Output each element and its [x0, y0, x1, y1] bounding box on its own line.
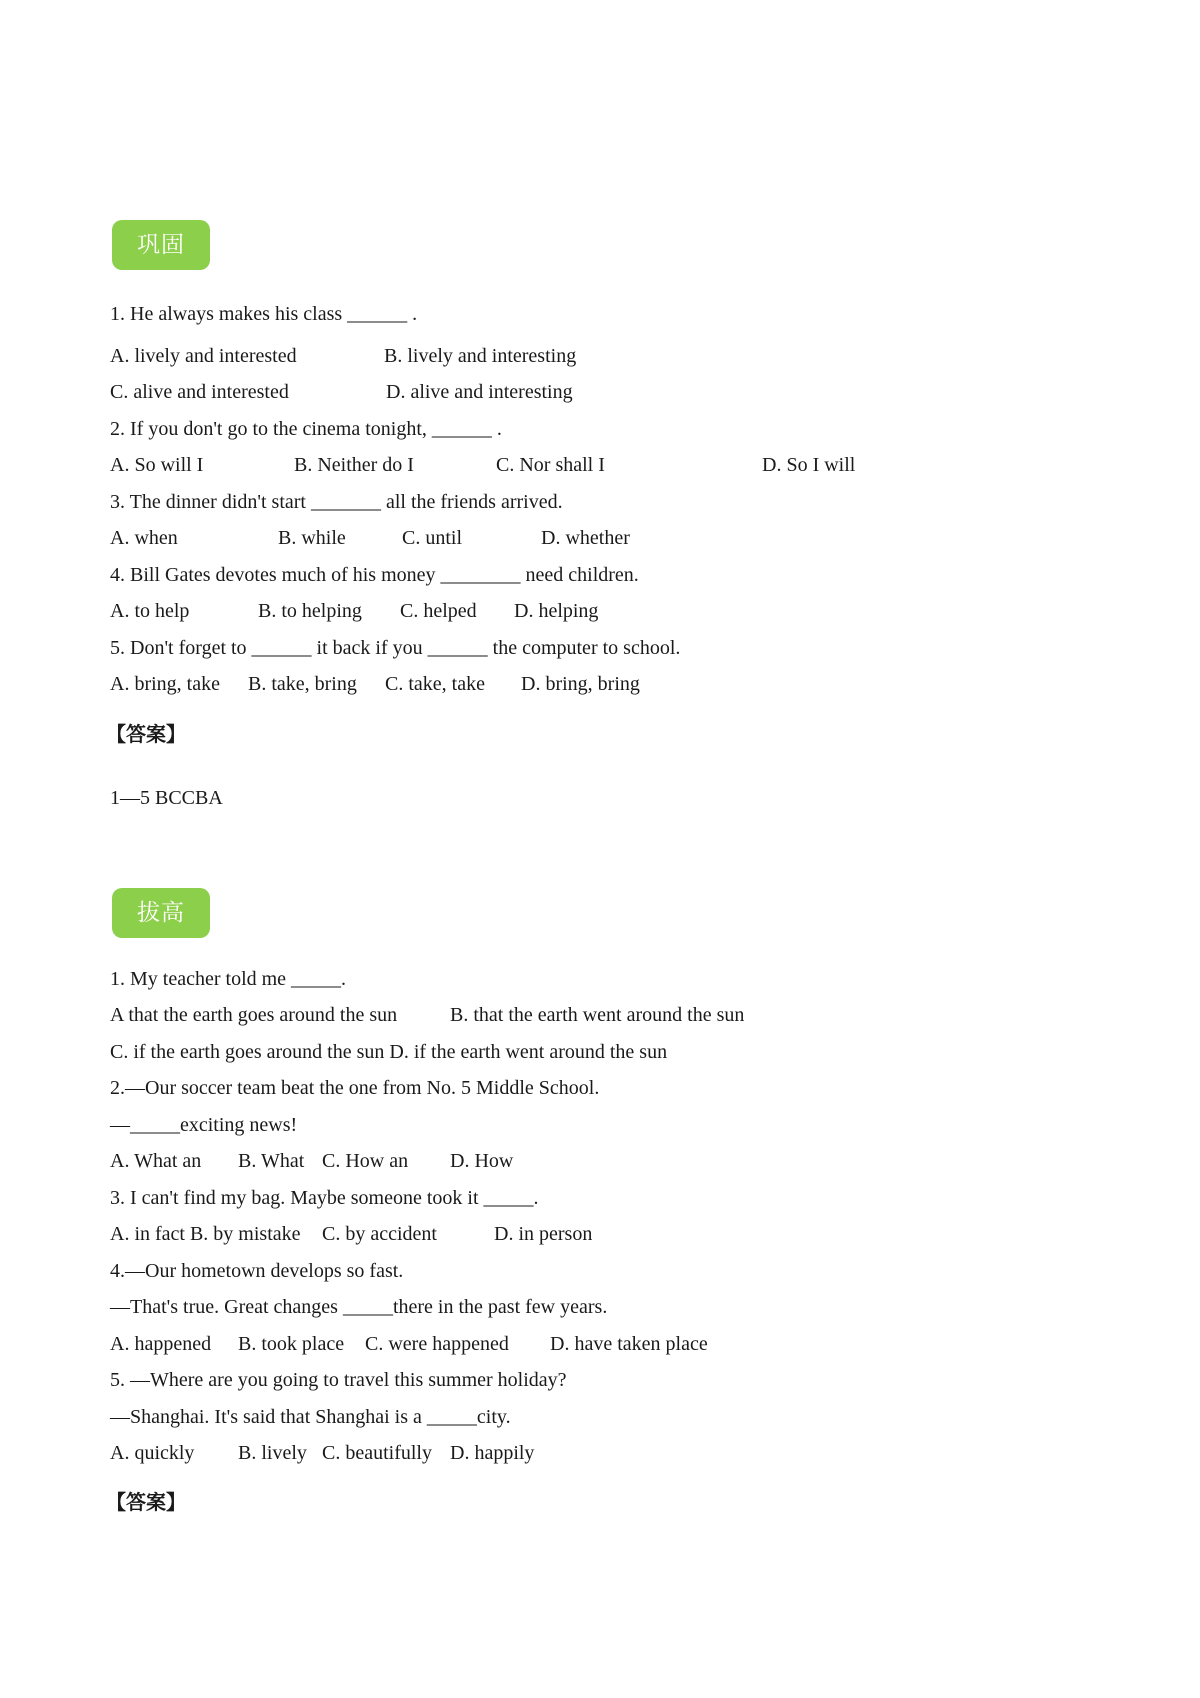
question-1-option-b: B. that the earth went around the sun [450, 1004, 745, 1026]
question-5-option-b: B. lively [238, 1442, 307, 1464]
question-4-stem: 4.—Our hometown develops so fast. [110, 1260, 404, 1282]
question-4-option-b: B. took place [238, 1333, 345, 1355]
question-3-option-b: B. while [278, 527, 346, 549]
question-2-option-d: D. So I will [762, 454, 856, 476]
question-4-option-d: D. helping [514, 600, 599, 622]
question-3-options-ab: A. in fact B. by mistake [110, 1223, 301, 1245]
question-4-option-c: C. helped [400, 600, 477, 622]
question-1-options-cd: C. if the earth goes around the sun D. if the earth went around the sun [110, 1041, 668, 1063]
question-5-stem: 5. —Where are you going to travel this summer holiday? [110, 1369, 567, 1391]
question-3-stem: 3. The dinner didn't start _______ all the friends arrived. [110, 491, 563, 513]
question-5-option-a: A. quickly [110, 1442, 195, 1464]
question-5-option-a: A. bring, take [110, 673, 220, 695]
question-2-option-a: A. So will I [110, 454, 204, 476]
question-3-option-d: D. in person [494, 1223, 593, 1245]
question-2-option-a: A. What an [110, 1150, 202, 1172]
question-1-option-b: B. lively and interesting [384, 345, 577, 367]
question-4-stem: 4. Bill Gates devotes much of his money ________ need children. [110, 564, 639, 586]
question-2-option-c: C. Nor shall I [496, 454, 605, 476]
question-2-option-b: B. What [238, 1150, 305, 1172]
question-5-option-c: C. take, take [385, 673, 485, 695]
question-4-reply: —That's true. Great changes _____there in the past few years. [110, 1296, 608, 1318]
question-5-option-b: B. take, bring [248, 673, 357, 695]
question-1-option-a: A. lively and interested [110, 345, 297, 367]
question-1-option-a: A that the earth goes around the sun [110, 1004, 398, 1026]
question-3-option-c: C. until [402, 527, 463, 549]
section-badge-advanced: 拔高 [112, 888, 210, 938]
question-2-option-c: C. How an [322, 1150, 409, 1172]
question-4-option-b: B. to helping [258, 600, 362, 622]
question-2-option-d: D. How [450, 1150, 514, 1172]
question-3-option-c: C. by accident [322, 1223, 437, 1245]
question-4-option-a: A. happened [110, 1333, 212, 1355]
question-3-option-d: D. whether [541, 527, 630, 549]
question-1-stem: 1. My teacher told me _____. [110, 968, 347, 990]
question-5-stem: 5. Don't forget to ______ it back if you ______ the computer to school. [110, 637, 681, 659]
answer-heading: 【答案】 [106, 1490, 186, 1514]
question-5-reply: —Shanghai. It's said that Shanghai is a _____city. [110, 1406, 511, 1428]
question-2-reply: —_____exciting news! [110, 1114, 298, 1136]
question-5-option-d: D. happily [450, 1442, 535, 1464]
question-3-stem: 3. I can't find my bag. Maybe someone took it _____. [110, 1187, 539, 1209]
question-1-option-c: C. alive and interested [110, 381, 289, 403]
question-4-option-c: C. were happened [365, 1333, 509, 1355]
question-1-option-d: D. alive and interesting [386, 381, 573, 403]
section-badge-consolidate: 巩固 [112, 220, 210, 270]
question-3-option-a: A. when [110, 527, 178, 549]
question-5-option-d: D. bring, bring [521, 673, 640, 695]
question-4-option-d: D. have taken place [550, 1333, 708, 1355]
question-2-stem: 2. If you don't go to the cinema tonight, ______ . [110, 418, 502, 440]
question-1-stem: 1. He always makes his class ______ . [110, 303, 418, 325]
question-2-option-b: B. Neither do I [294, 454, 414, 476]
answer-heading: 【答案】 [106, 722, 186, 746]
question-5-option-c: C. beautifully [322, 1442, 432, 1464]
question-4-option-a: A. to help [110, 600, 190, 622]
question-2-stem: 2.—Our soccer team beat the one from No. 5 Middle School. [110, 1077, 600, 1099]
answer-key: 1—5 BCCBA [110, 787, 223, 809]
